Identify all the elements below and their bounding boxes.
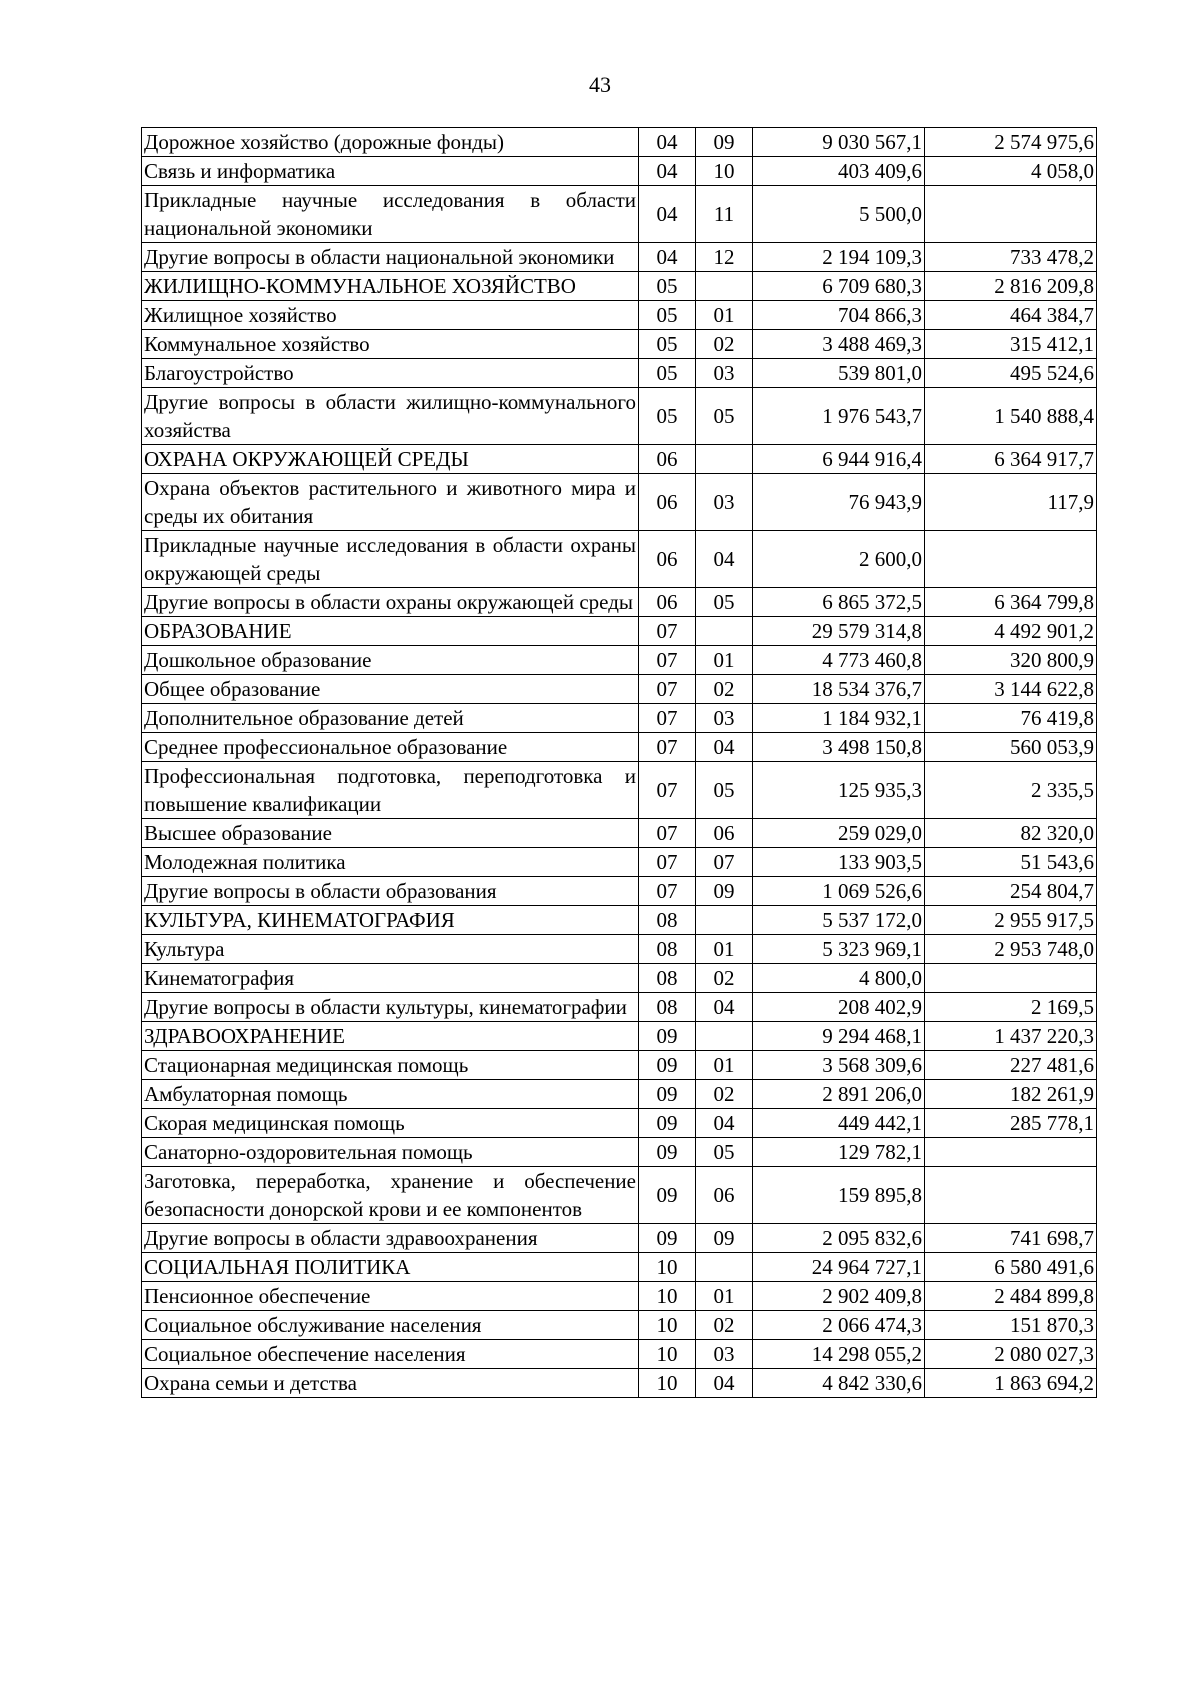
table-row [142, 617, 1097, 646]
row-section-code: 10 [639, 1340, 696, 1369]
row-name: Другие вопросы в области образования [142, 877, 639, 906]
row-value-1: 3 498 150,8 [753, 733, 925, 762]
row-subsection-code: 04 [696, 531, 753, 588]
table-row [142, 935, 1097, 964]
table-row [142, 1224, 1097, 1253]
row-value-1: 9 030 567,1 [753, 128, 925, 157]
row-value-2: 320 800,9 [925, 646, 1097, 675]
budget-table [141, 127, 1097, 1398]
row-value-2: 1 540 888,4 [925, 388, 1097, 445]
table-row [142, 1138, 1097, 1167]
row-subsection-code: 02 [696, 675, 753, 704]
row-name: Дошкольное образование [142, 646, 639, 675]
row-section-code: 09 [639, 1138, 696, 1167]
row-name: Коммунальное хозяйство [142, 330, 639, 359]
row-value-1: 2 066 474,3 [753, 1311, 925, 1340]
row-section-code: 07 [639, 704, 696, 733]
row-value-2: 2 169,5 [925, 993, 1097, 1022]
row-value-2: 227 481,6 [925, 1051, 1097, 1080]
row-subsection-code: 03 [696, 359, 753, 388]
row-name: Пенсионное обеспечение [142, 1282, 639, 1311]
row-subsection-code: 09 [696, 128, 753, 157]
row-section-code: 05 [639, 330, 696, 359]
row-value-1: 4 773 460,8 [753, 646, 925, 675]
table-row [142, 1282, 1097, 1311]
row-section-code: 06 [639, 445, 696, 474]
row-section-code: 07 [639, 848, 696, 877]
row-section-code: 05 [639, 388, 696, 445]
row-value-2: 151 870,3 [925, 1311, 1097, 1340]
row-value-1: 5 537 172,0 [753, 906, 925, 935]
row-value-2: 4 058,0 [925, 157, 1097, 186]
row-subsection-code: 06 [696, 1167, 753, 1224]
row-name: Стационарная медицинская помощь [142, 1051, 639, 1080]
row-value-1: 3 488 469,3 [753, 330, 925, 359]
row-name: Благоустройство [142, 359, 639, 388]
row-name: Другие вопросы в области национальной экономики [142, 243, 639, 272]
row-section-code: 08 [639, 993, 696, 1022]
row-value-1: 29 579 314,8 [753, 617, 925, 646]
row-name: Социальное обслуживание населения [142, 1311, 639, 1340]
table-row [142, 704, 1097, 733]
row-subsection-code: 02 [696, 330, 753, 359]
row-subsection-code [696, 906, 753, 935]
row-name: Другие вопросы в области культуры, кинематографии [142, 993, 639, 1022]
row-value-1: 449 442,1 [753, 1109, 925, 1138]
row-name: Связь и информатика [142, 157, 639, 186]
row-name: Заготовка, переработка, хранение и обеспечение безопасности донорской крови и ее компонентов [142, 1167, 639, 1224]
row-value-2 [925, 186, 1097, 243]
row-section-code: 07 [639, 646, 696, 675]
row-value-1: 2 902 409,8 [753, 1282, 925, 1311]
row-subsection-code [696, 272, 753, 301]
table-row [142, 906, 1097, 935]
row-value-1: 5 500,0 [753, 186, 925, 243]
row-name: КУЛЬТУРА, КИНЕМАТОГРАФИЯ [142, 906, 639, 935]
row-value-1: 6 709 680,3 [753, 272, 925, 301]
row-value-2: 82 320,0 [925, 819, 1097, 848]
row-subsection-code [696, 617, 753, 646]
budget-table-body [142, 128, 1097, 1398]
row-value-2: 2 953 748,0 [925, 935, 1097, 964]
row-value-1: 129 782,1 [753, 1138, 925, 1167]
row-name: Другие вопросы в области охраны окружающей среды [142, 588, 639, 617]
row-section-code: 06 [639, 474, 696, 531]
row-value-1: 1 976 543,7 [753, 388, 925, 445]
row-name: Охрана объектов растительного и животного мира и среды их обитания [142, 474, 639, 531]
row-name: Охрана семьи и детства [142, 1369, 639, 1398]
row-section-code: 08 [639, 935, 696, 964]
row-subsection-code: 03 [696, 704, 753, 733]
row-section-code: 10 [639, 1369, 696, 1398]
row-section-code: 04 [639, 243, 696, 272]
row-section-code: 07 [639, 733, 696, 762]
row-subsection-code [696, 445, 753, 474]
row-value-2: 254 804,7 [925, 877, 1097, 906]
row-value-1: 2 600,0 [753, 531, 925, 588]
row-section-code: 05 [639, 301, 696, 330]
row-value-2: 285 778,1 [925, 1109, 1097, 1138]
row-subsection-code: 02 [696, 1080, 753, 1109]
row-subsection-code: 09 [696, 877, 753, 906]
table-row [142, 762, 1097, 819]
row-value-2: 3 144 622,8 [925, 675, 1097, 704]
row-value-1: 4 800,0 [753, 964, 925, 993]
row-subsection-code: 03 [696, 474, 753, 531]
row-value-2: 733 478,2 [925, 243, 1097, 272]
row-subsection-code: 02 [696, 964, 753, 993]
table-row [142, 1022, 1097, 1051]
row-name: ОХРАНА ОКРУЖАЮЩЕЙ СРЕДЫ [142, 445, 639, 474]
row-subsection-code: 05 [696, 588, 753, 617]
table-row [142, 330, 1097, 359]
row-value-1: 208 402,9 [753, 993, 925, 1022]
row-section-code: 09 [639, 1109, 696, 1138]
row-value-1: 6 944 916,4 [753, 445, 925, 474]
row-value-2: 315 412,1 [925, 330, 1097, 359]
row-value-2 [925, 531, 1097, 588]
row-value-2: 6 580 491,6 [925, 1253, 1097, 1282]
row-section-code: 06 [639, 531, 696, 588]
row-value-2: 1 437 220,3 [925, 1022, 1097, 1051]
table-row [142, 733, 1097, 762]
row-section-code: 10 [639, 1311, 696, 1340]
row-subsection-code: 05 [696, 1138, 753, 1167]
table-row [142, 1109, 1097, 1138]
row-subsection-code: 04 [696, 1109, 753, 1138]
table-row [142, 675, 1097, 704]
row-section-code: 04 [639, 128, 696, 157]
row-section-code: 09 [639, 1167, 696, 1224]
row-value-1: 18 534 376,7 [753, 675, 925, 704]
table-row [142, 243, 1097, 272]
row-name: Прикладные научные исследования в области национальной экономики [142, 186, 639, 243]
row-name: Социальное обеспечение населения [142, 1340, 639, 1369]
table-row [142, 301, 1097, 330]
row-name: СОЦИАЛЬНАЯ ПОЛИТИКА [142, 1253, 639, 1282]
row-value-2: 51 543,6 [925, 848, 1097, 877]
row-section-code: 07 [639, 819, 696, 848]
table-row [142, 848, 1097, 877]
row-value-2: 182 261,9 [925, 1080, 1097, 1109]
table-row [142, 819, 1097, 848]
row-section-code: 09 [639, 1051, 696, 1080]
table-row [142, 474, 1097, 531]
row-subsection-code: 02 [696, 1311, 753, 1340]
row-name: Дорожное хозяйство (дорожные фонды) [142, 128, 639, 157]
row-name: Профессиональная подготовка, переподготовка и повышение квалификации [142, 762, 639, 819]
row-name: Санаторно-оздоровительная помощь [142, 1138, 639, 1167]
row-section-code: 08 [639, 964, 696, 993]
row-subsection-code: 09 [696, 1224, 753, 1253]
table-row [142, 157, 1097, 186]
row-value-1: 2 194 109,3 [753, 243, 925, 272]
row-section-code: 10 [639, 1282, 696, 1311]
row-value-2 [925, 1138, 1097, 1167]
table-row [142, 646, 1097, 675]
row-value-1: 133 903,5 [753, 848, 925, 877]
row-section-code: 10 [639, 1253, 696, 1282]
row-section-code: 06 [639, 588, 696, 617]
row-subsection-code: 06 [696, 819, 753, 848]
row-value-1: 1 069 526,6 [753, 877, 925, 906]
table-row [142, 359, 1097, 388]
row-value-1: 259 029,0 [753, 819, 925, 848]
row-value-2: 6 364 799,8 [925, 588, 1097, 617]
row-value-1: 24 964 727,1 [753, 1253, 925, 1282]
row-value-2: 495 524,6 [925, 359, 1097, 388]
table-row [142, 128, 1097, 157]
row-name: ОБРАЗОВАНИЕ [142, 617, 639, 646]
row-section-code: 07 [639, 617, 696, 646]
row-value-1: 9 294 468,1 [753, 1022, 925, 1051]
row-section-code: 04 [639, 157, 696, 186]
row-value-2: 2 080 027,3 [925, 1340, 1097, 1369]
page-number: 43 [589, 72, 611, 97]
row-section-code: 04 [639, 186, 696, 243]
row-subsection-code: 12 [696, 243, 753, 272]
row-section-code: 07 [639, 877, 696, 906]
row-value-2: 6 364 917,7 [925, 445, 1097, 474]
row-subsection-code [696, 1253, 753, 1282]
row-subsection-code: 07 [696, 848, 753, 877]
row-subsection-code: 04 [696, 733, 753, 762]
table-row [142, 1340, 1097, 1369]
row-subsection-code: 01 [696, 935, 753, 964]
table-row [142, 531, 1097, 588]
row-section-code: 05 [639, 359, 696, 388]
row-name: Скорая медицинская помощь [142, 1109, 639, 1138]
table-row [142, 993, 1097, 1022]
row-subsection-code: 05 [696, 762, 753, 819]
row-subsection-code: 01 [696, 646, 753, 675]
row-name: Прикладные научные исследования в области охраны окружающей среды [142, 531, 639, 588]
table-row [142, 964, 1097, 993]
row-section-code: 07 [639, 762, 696, 819]
row-name: Другие вопросы в области здравоохранения [142, 1224, 639, 1253]
table-row [142, 445, 1097, 474]
row-value-2: 2 816 209,8 [925, 272, 1097, 301]
row-name: Культура [142, 935, 639, 964]
table-row [142, 877, 1097, 906]
row-subsection-code: 01 [696, 1051, 753, 1080]
row-section-code: 05 [639, 272, 696, 301]
row-value-1: 5 323 969,1 [753, 935, 925, 964]
row-section-code: 09 [639, 1224, 696, 1253]
row-subsection-code: 01 [696, 301, 753, 330]
row-subsection-code: 10 [696, 157, 753, 186]
row-name: Амбулаторная помощь [142, 1080, 639, 1109]
row-section-code: 09 [639, 1080, 696, 1109]
table-row [142, 388, 1097, 445]
row-subsection-code [696, 1022, 753, 1051]
row-name: Общее образование [142, 675, 639, 704]
row-value-2: 117,9 [925, 474, 1097, 531]
row-value-2 [925, 964, 1097, 993]
row-value-1: 2 891 206,0 [753, 1080, 925, 1109]
row-name: Среднее профессиональное образование [142, 733, 639, 762]
row-subsection-code: 04 [696, 993, 753, 1022]
row-value-1: 3 568 309,6 [753, 1051, 925, 1080]
row-name: Жилищное хозяйство [142, 301, 639, 330]
row-value-1: 14 298 055,2 [753, 1340, 925, 1369]
row-name: Высшее образование [142, 819, 639, 848]
table-row [142, 1369, 1097, 1398]
row-value-1: 2 095 832,6 [753, 1224, 925, 1253]
row-value-1: 6 865 372,5 [753, 588, 925, 617]
row-value-2: 2 335,5 [925, 762, 1097, 819]
row-section-code: 08 [639, 906, 696, 935]
table-row [142, 186, 1097, 243]
row-name: Дополнительное образование детей [142, 704, 639, 733]
table-row [142, 1167, 1097, 1224]
row-value-1: 125 935,3 [753, 762, 925, 819]
row-subsection-code: 05 [696, 388, 753, 445]
row-value-2: 76 419,8 [925, 704, 1097, 733]
row-value-1: 1 184 932,1 [753, 704, 925, 733]
row-value-1: 539 801,0 [753, 359, 925, 388]
table-row [142, 1051, 1097, 1080]
row-value-2: 1 863 694,2 [925, 1369, 1097, 1398]
row-value-2: 2 955 917,5 [925, 906, 1097, 935]
row-value-2: 560 053,9 [925, 733, 1097, 762]
table-row [142, 1253, 1097, 1282]
row-value-1: 159 895,8 [753, 1167, 925, 1224]
row-value-1: 76 943,9 [753, 474, 925, 531]
row-value-2: 2 484 899,8 [925, 1282, 1097, 1311]
row-name: Молодежная политика [142, 848, 639, 877]
row-subsection-code: 11 [696, 186, 753, 243]
row-value-2: 464 384,7 [925, 301, 1097, 330]
row-value-2 [925, 1167, 1097, 1224]
row-value-1: 4 842 330,6 [753, 1369, 925, 1398]
row-subsection-code: 03 [696, 1340, 753, 1369]
row-value-1: 704 866,3 [753, 301, 925, 330]
row-section-code: 07 [639, 675, 696, 704]
row-name: ЖИЛИЩНО-КОММУНАЛЬНОЕ ХОЗЯЙСТВО [142, 272, 639, 301]
row-subsection-code: 01 [696, 1282, 753, 1311]
table-row [142, 1080, 1097, 1109]
table-row [142, 272, 1097, 301]
row-value-2: 2 574 975,6 [925, 128, 1097, 157]
row-value-2: 4 492 901,2 [925, 617, 1097, 646]
row-name: ЗДРАВООХРАНЕНИЕ [142, 1022, 639, 1051]
row-value-1: 403 409,6 [753, 157, 925, 186]
table-row [142, 588, 1097, 617]
row-section-code: 09 [639, 1022, 696, 1051]
row-name: Другие вопросы в области жилищно-коммунального хозяйства [142, 388, 639, 445]
row-subsection-code: 04 [696, 1369, 753, 1398]
row-name: Кинематография [142, 964, 639, 993]
table-row [142, 1311, 1097, 1340]
row-value-2: 741 698,7 [925, 1224, 1097, 1253]
